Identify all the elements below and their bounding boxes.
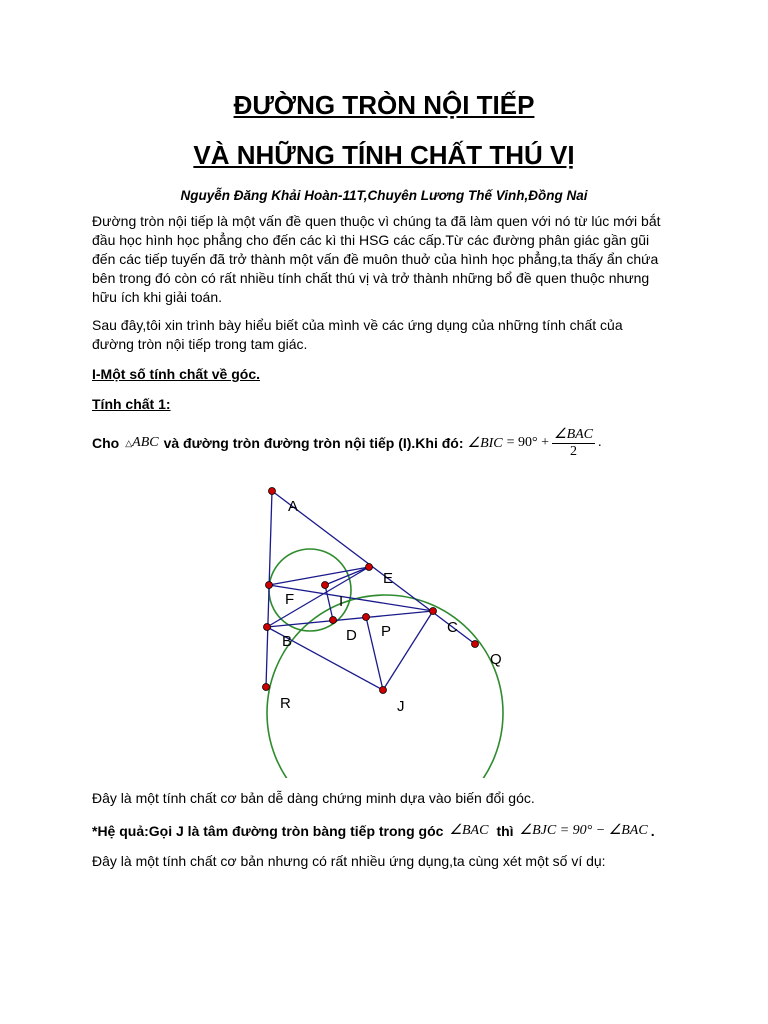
line-i-e <box>325 567 369 585</box>
label-r: R <box>280 695 291 712</box>
fraction-numerator: ∠BAC <box>554 427 594 442</box>
formula-fraction <box>552 426 595 460</box>
intro-line: bên trong đó còn có rất nhiều tính chất thú vị và trở thành những bổ đề quen thuộc nhưng <box>92 270 650 286</box>
label-d: D <box>346 627 357 644</box>
point-p <box>363 614 370 621</box>
second-line: Sau đây,tôi xin trình bày hiểu biết của mình về các ứng dụng của những tính chất của <box>92 317 623 333</box>
intro-line: hữu ích khi giải toán. <box>92 289 223 305</box>
label-p: P <box>381 623 392 640</box>
statement-middle: và đường tròn đường tròn nội tiếp (I).Khi đó: <box>163 435 464 451</box>
point-r <box>263 684 270 691</box>
line-a-r <box>266 491 272 687</box>
label-q: Q <box>490 651 502 668</box>
corollary-then: thì <box>496 822 514 839</box>
fraction-denominator: 2 <box>570 444 578 459</box>
points <box>263 488 479 694</box>
segments <box>266 491 475 690</box>
corollary <box>92 822 655 839</box>
author-line: Nguyễn Đăng Khải Hoàn-11T,Chuyên Lương Thế Vinh,Đồng Nai <box>180 188 588 203</box>
point-b <box>264 624 271 631</box>
point-e <box>366 564 373 571</box>
point-f <box>266 582 273 589</box>
label-i: I <box>339 593 344 610</box>
observation-text: Đây là một tính chất cơ bản dễ dàng chứng minh dựa vào biến đổi góc. <box>92 790 535 806</box>
statement-prefix: Cho <box>92 435 120 451</box>
point-q <box>472 641 479 648</box>
title-line-2: VÀ NHỮNG TÍNH CHẤT THÚ VỊ <box>193 140 575 170</box>
label-b: B <box>282 633 293 650</box>
intro-paragraph <box>92 212 692 307</box>
intro-line: đầu học hình học phẳng cho đến các kì thi HSG các cấp.Từ các đường phân giác gần gũi <box>92 232 650 248</box>
intro-line: đến các tiếp tuyến đã trở thành một vấn đề muôn thuở của hình học phẳng,ta thấy ẩn chứa <box>92 251 659 267</box>
triangle-symbol: △ <box>125 437 133 448</box>
point-j <box>380 687 387 694</box>
point-a <box>269 488 276 495</box>
statement-end: . <box>598 435 602 450</box>
label-a: A <box>288 498 299 515</box>
intro-line: Đường tròn nội tiếp là một vấn đề quen thuộc vì chúng ta đã làm quen với nó từ lúc mới bắt <box>92 213 661 229</box>
label-f: F <box>285 591 295 608</box>
property-statement <box>92 426 602 460</box>
corollary-angle: ∠BAC <box>449 823 489 838</box>
corollary-formula: ∠BJC = 90° − ∠BAC <box>519 823 648 838</box>
point-i <box>322 582 329 589</box>
second-paragraph <box>92 316 692 354</box>
triangle-name: ABC <box>132 435 159 450</box>
label-e: E <box>383 570 394 587</box>
corollary-end: . <box>650 822 655 839</box>
label-j: J <box>397 698 405 715</box>
formula-lhs: ∠BIC <box>467 435 503 451</box>
point-c <box>430 608 437 615</box>
point-d <box>330 617 337 624</box>
line-b-c <box>267 611 433 627</box>
second-line: đường tròn nội tiếp trong tam giác. <box>92 336 308 352</box>
corollary-prefix: *Hệ quả:Gọi J là tâm đường tròn bàng tiếp trong góc <box>92 822 444 839</box>
section-heading: I-Một số tính chất về góc. <box>92 366 261 382</box>
title-line-1: ĐƯỜNG TRÒN NỘI TIẾP <box>233 90 535 120</box>
closing-text: Đây là một tính chất cơ bản nhưng có rất nhiều ứng dụng,ta cùng xét một số ví dụ: <box>92 853 606 869</box>
property-heading: Tính chất 1: <box>92 396 171 412</box>
label-c: C <box>447 619 458 636</box>
line-a-q <box>272 491 475 644</box>
formula-equals: = 90° + <box>506 435 550 450</box>
incircle-figure <box>240 478 530 778</box>
